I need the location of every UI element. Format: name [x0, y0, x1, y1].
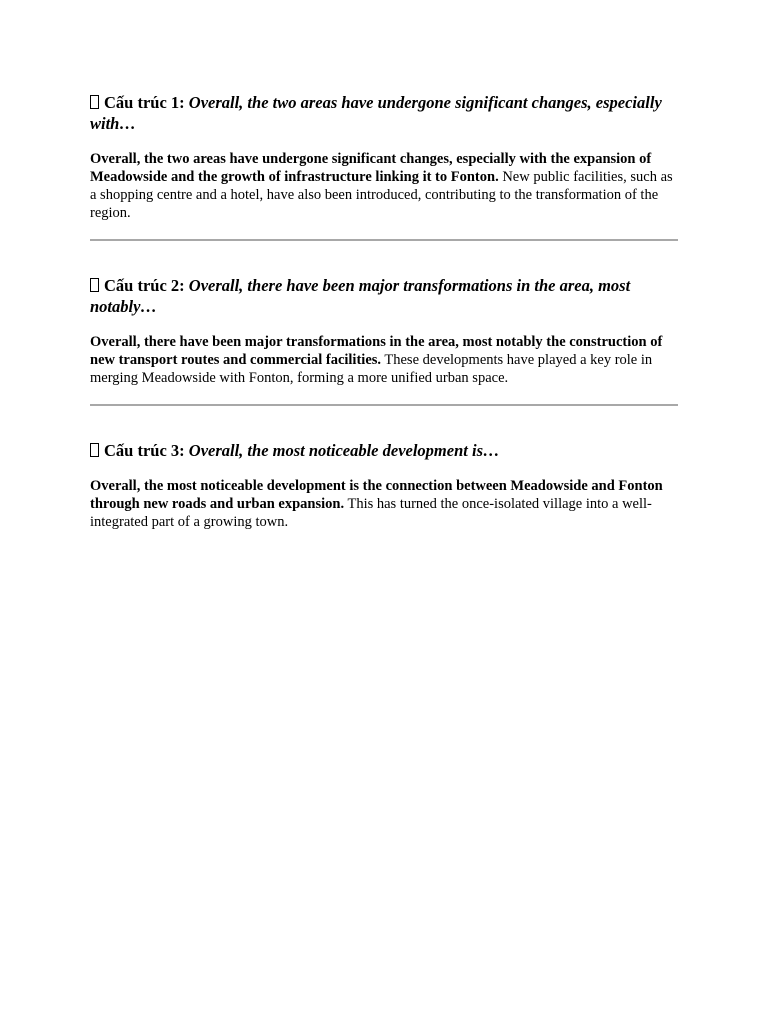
section-heading-phrase: Overall, there have been major transformations in the area, most notably…	[90, 276, 631, 316]
section-divider	[90, 404, 678, 406]
paragraph-rest: This has turned the once-isolated village into a well-integrated part of a growing town.	[90, 496, 652, 530]
section-heading	[90, 92, 678, 134]
paragraph-rest: These developments have played a key role in merging Meadowside with Fonton, forming a more unified urban space.	[90, 352, 653, 386]
paragraph-bold-lead: Overall, the most noticeable development is the connection between Meadowside and Fonton through new roads and urban expansion.	[90, 478, 663, 512]
section-heading	[90, 440, 678, 461]
section-heading-phrase: Overall, the most noticeable development is…	[188, 441, 500, 460]
document-page	[90, 92, 678, 531]
section-paragraph	[90, 333, 678, 387]
section-heading-phrase: Overall, the two areas have undergone significant changes, especially with…	[90, 93, 662, 133]
section-heading	[90, 275, 678, 317]
section-paragraph	[90, 150, 678, 222]
structure-section-3	[90, 440, 678, 531]
paragraph-rest: New public facilities, such as a shopping centre and a hotel, have also been introduced, contributing to the transformation of the region.	[90, 169, 673, 221]
section-marker: Cấu trúc 2:	[104, 276, 185, 295]
missing-glyph-icon	[90, 443, 99, 457]
missing-glyph-icon	[90, 278, 99, 292]
section-divider	[90, 239, 678, 241]
section-marker: Cấu trúc 1:	[104, 93, 185, 112]
section-paragraph	[90, 477, 678, 531]
structure-section-1	[90, 92, 678, 222]
paragraph-bold-lead: Overall, the two areas have undergone significant changes, especially with the expansion of Meadowside and the growth of infrastructure linking it to Fonton.	[90, 151, 652, 185]
missing-glyph-icon	[90, 95, 99, 109]
paragraph-bold-lead: Overall, there have been major transformations in the area, most notably the construction of new transport routes and commercial facilities.	[90, 334, 663, 368]
structure-section-2	[90, 275, 678, 387]
section-marker: Cấu trúc 3:	[104, 441, 185, 460]
